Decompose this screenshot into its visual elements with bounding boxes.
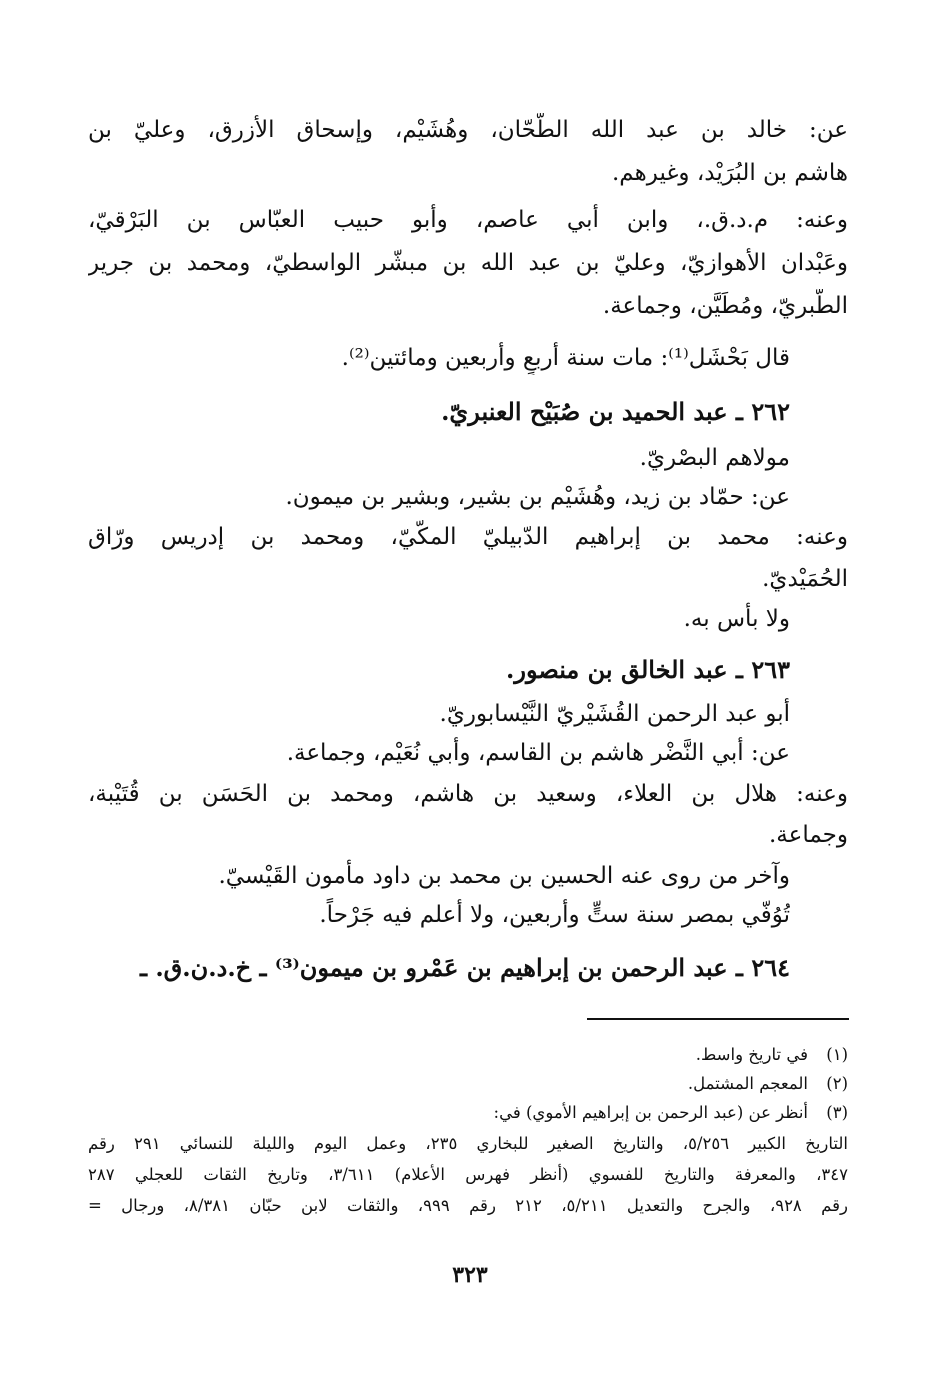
footnote-line: ٣٤٧، والمعرفة والتاريخ للفسوي (أنظر فهرس الأعلام) ٣/٦١١، وتاريخ الثقات للعجلي ٢٨٧ [88, 1165, 848, 1184]
body-line: الحُمَيْديّ. [762, 566, 848, 592]
body-line: مولاهم البصْريّ. [639, 445, 790, 471]
body-line: الطّبريّ، ومُطَيَّن، وجماعة. [602, 293, 848, 319]
body-line: أبو عبد الرحمن القُشَيْريّ النَّيْسابوريّ. [439, 701, 790, 727]
body-line: عن: أبي النَّضْر هاشم بن القاسم، وأبي نُعَيْم، وجماعة. [286, 740, 790, 766]
footnote-text: في تاريخ واسط. [695, 1045, 808, 1064]
entry-heading-262: ٢٦٢ ـ عبد الحميد بن صُبَيْح العنبريّ. [441, 397, 790, 426]
body-line: وعنه: هلال بن العلاء، وسعيد بن هاشم، ومحمد بن الحَسَن بن قُتَيْبة، [88, 781, 848, 807]
footnote-line: التاريخ الكبير ٥/٢٥٦، والتاريخ الصغير للبخاري ٢٣٥، وعمل اليوم والليلة للنسائي ٢٩١ رقم [88, 1134, 848, 1153]
body-line: عن: خالد بن عبد الله الطّحّان، وهُشَيْم، وإسحاق الأزرق، وعليّ بن [88, 117, 848, 143]
footnote-rule [587, 1018, 849, 1020]
body-line: وعنه: محمد بن إبراهيم الدّبيليّ المكّيّ، ومحمد بن إدريس ورّاق [88, 524, 848, 550]
footnote-line: رقم ٩٢٨، والجرح والتعديل ٥/٢١١، ٢١٢ رقم ٩٩٩، والثقات لابن حبّان ٨/٣٨١، ورجال = [88, 1196, 848, 1215]
body-line: وعَبْدان الأهوازيّ، وعليّ بن عبد الله بن مبشّر الواسطيّ، ومحمد بن جرير [88, 250, 848, 276]
footnote-text: أنظر عن (عبد الرحمن بن إبراهيم الأموي) في: [493, 1103, 808, 1122]
footnote-number: (١) [826, 1045, 848, 1064]
entry-heading-264: ٢٦٤ ـ عبد الرحمن بن إبراهيم بن عَمْرو بن ميمون⁽³⁾ ـ خ.د.ن.ق. ـ [139, 953, 790, 982]
body-line: قال بَحْشَل⁽¹⁾: مات سنة أربعٍ وأربعين ومائتين⁽²⁾. [341, 345, 790, 371]
footnote-text: المعجم المشتمل. [687, 1074, 808, 1093]
body-line: وآخر من روى عنه الحسين بن محمد بن داود مأمون القَيْسيّ. [218, 863, 790, 889]
entry-heading-263: ٢٦٣ ـ عبد الخالق بن منصور. [506, 655, 790, 684]
body-line: تُوُفّي بمصر سنة ستٍّ وأربعين، ولا أعلم فيه جَرْحاً. [319, 902, 790, 928]
body-line: وعنه: م.د.ق.، وابن أبي عاصم، وأبو حبيب العبّاس بن البَرْقيّ، [88, 207, 848, 233]
footnote-1 [88, 1042, 848, 1068]
footnote-number: (٢) [826, 1074, 848, 1093]
footnote-number: (٣) [826, 1103, 848, 1122]
page-number: ٣٢٣ [452, 1262, 488, 1288]
body-line: هاشم بن البُرَيْد، وغيرهم. [612, 160, 848, 186]
footnote-3 [88, 1100, 848, 1126]
body-line: ولا بأس به. [683, 606, 790, 632]
footnote-2 [88, 1071, 848, 1097]
body-line: وجماعة. [769, 822, 848, 848]
body-line: عن: حمّاد بن زيد، وهُشَيْم بن بشير، وبشير بن ميمون. [285, 484, 790, 510]
